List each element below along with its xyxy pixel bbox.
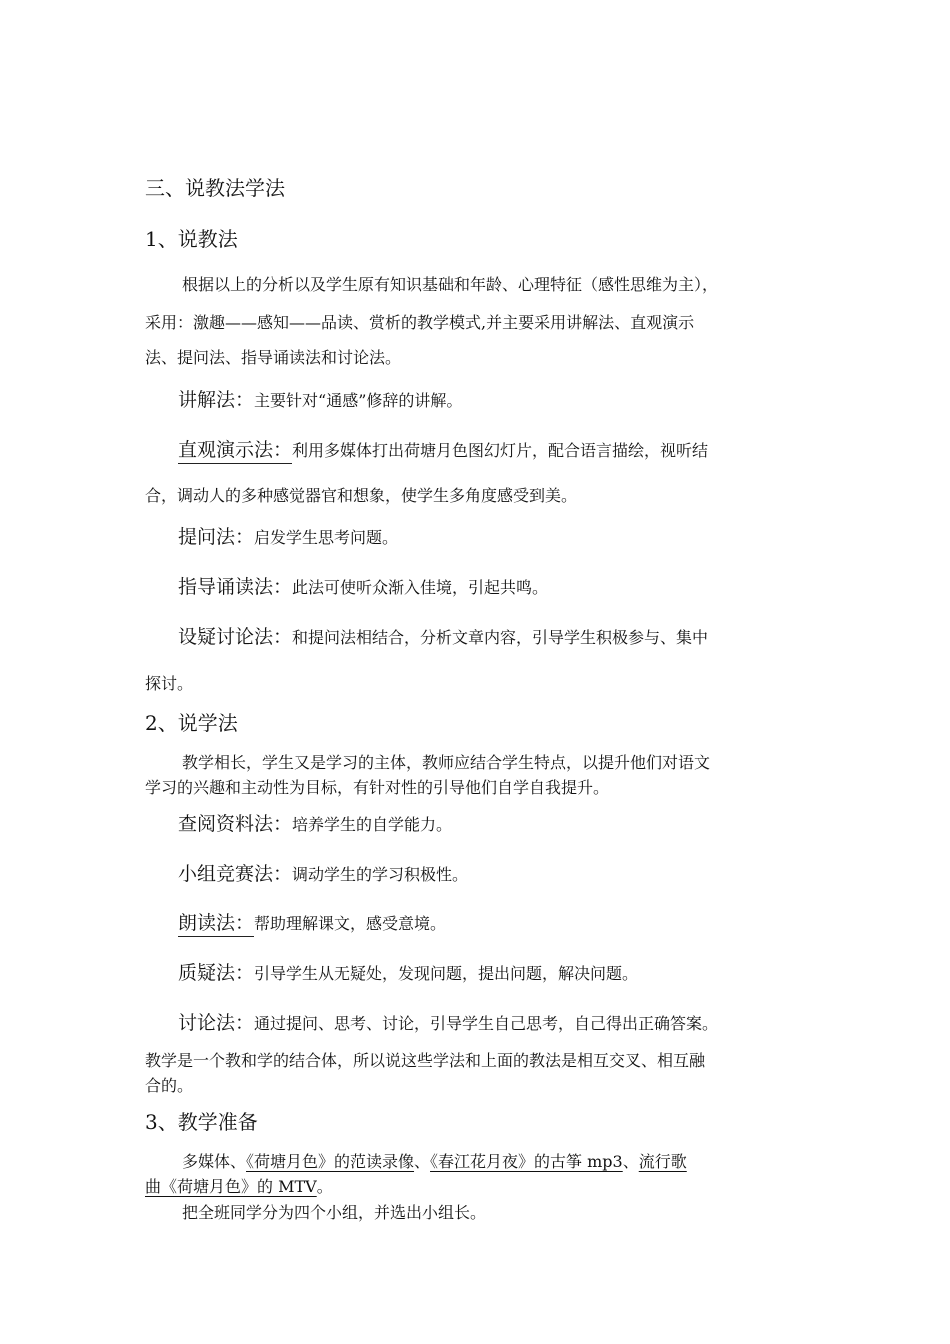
section-title: 三、说教法学法 [145, 176, 285, 200]
method-questioning-doubt [178, 964, 810, 983]
method-lecture [178, 391, 810, 410]
prep-mtv: 曲《荷塘月色》的 MTV [145, 1177, 317, 1196]
prep-text: 多媒体、 [182, 1152, 247, 1171]
heading-teaching-methods: 1、说教法 [145, 227, 238, 251]
prep-video: 《荷塘月色》的范读录像 [246, 1152, 415, 1171]
method-term: 提问法： [178, 526, 255, 548]
method-term: 讲解法： [178, 389, 255, 411]
method-desc: 利用多媒体打出荷塘月色图幻灯片，配合语言描绘，视听结 [292, 441, 709, 460]
paragraph-line: 探讨。 [145, 674, 194, 693]
method-desc: 启发学生思考问题。 [254, 528, 399, 547]
prep-song: 流行歌 [638, 1152, 687, 1171]
paragraph-line: 教学相长，学生又是学习的主体，教师应结合学生特点，以提升他们对语文 [182, 753, 711, 772]
method-desc: 引导学生从无疑处，发现问题，提出问题，解决问题。 [254, 964, 639, 983]
paragraph-line: 合的。 [145, 1076, 194, 1095]
preparation-line: 把全班同学分为四个小组，并选出小组长。 [182, 1203, 487, 1222]
method-term: 直观演示法： [178, 439, 292, 464]
paragraph-line: 合，调动人的多种感觉器官和想象，使学生多角度感受到美。 [145, 486, 578, 505]
method-discussion-learning [178, 1014, 810, 1033]
method-term: 朗读法： [178, 912, 254, 937]
method-demonstration [178, 441, 810, 460]
method-desc: 帮助理解课文，感受意境。 [254, 914, 447, 933]
prep-text: 、 [622, 1152, 639, 1171]
prep-mp3: 《春江花月夜》的古筝 mp3 [430, 1152, 623, 1171]
method-desc: 培养学生的自学能力。 [292, 815, 453, 834]
paragraph-line: 根据以上的分析以及学生原有知识基础和年龄、心理特征（感性思维为主）， [182, 275, 719, 294]
method-discussion [178, 628, 810, 647]
method-term: 设疑讨论法： [178, 626, 293, 648]
preparation-line [182, 1154, 810, 1170]
method-desc: 调动学生的学习积极性。 [292, 865, 469, 884]
prep-text: 。 [316, 1177, 333, 1196]
method-research [178, 815, 810, 834]
method-desc: 主要针对“通感”修辞的讲解。 [254, 391, 463, 410]
method-reading-aloud [178, 914, 810, 933]
heading-teaching-preparation: 3、教学准备 [145, 1110, 258, 1134]
method-term: 讨论法： [178, 1012, 255, 1034]
method-desc: 通过提问、思考、讨论，引导学生自己思考，自己得出正确答案。 [254, 1014, 719, 1033]
method-questioning [178, 528, 810, 547]
heading-learning-methods: 2、说学法 [145, 711, 238, 735]
method-group-contest [178, 865, 810, 884]
paragraph-line: 学习的兴趣和主动性为目标，有针对性的引导他们自学自我提升。 [145, 778, 610, 797]
method-desc: 此法可使听众渐入佳境，引起共鸣。 [292, 578, 549, 597]
method-guided-reading [178, 578, 810, 597]
method-term: 小组竞赛法： [178, 863, 293, 885]
method-desc: 和提问法相结合，分析文章内容，引导学生积极参与、集中 [292, 628, 709, 647]
method-term: 指导诵读法： [178, 576, 293, 598]
preparation-line [145, 1179, 810, 1195]
paragraph-line: 法、提问法、指导诵读法和讨论法。 [145, 348, 402, 367]
paragraph-line: 教学是一个教和学的结合体，所以说这些学法和上面的教法是相互交叉、相互融 [145, 1051, 706, 1070]
method-term: 质疑法： [178, 962, 255, 984]
prep-text: 、 [414, 1152, 431, 1171]
paragraph-line: 采用：激趣——感知——品读、赏析的教学模式,并主要采用讲解法、直观演示 [145, 313, 695, 332]
method-term: 查阅资料法： [178, 813, 293, 835]
